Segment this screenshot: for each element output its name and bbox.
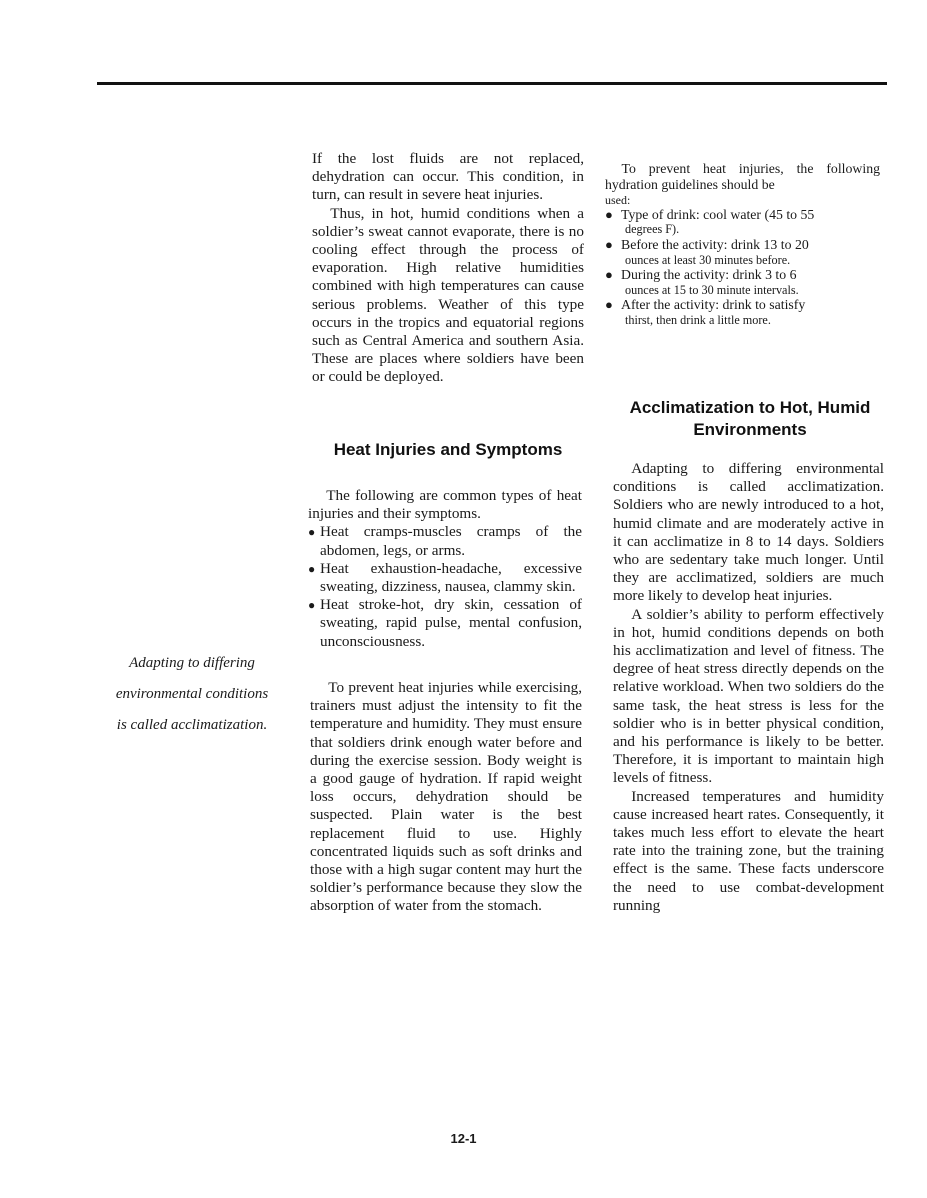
margin-note-line: environmental conditions bbox=[115, 686, 269, 702]
page-number: 12-1 bbox=[450, 1131, 477, 1146]
list-item-main: During the activity: drink 3 to 6 bbox=[621, 267, 797, 283]
symptoms-block bbox=[308, 487, 582, 651]
list-item-continuation: ounces at 15 to 30 minute intervals. bbox=[625, 282, 799, 297]
section-heading bbox=[605, 397, 895, 441]
symptoms-list bbox=[308, 523, 582, 650]
list-item-main: Before the activity: drink 13 to 20 bbox=[621, 236, 809, 252]
paragraph: If the lost fluids are not replaced, dehydration can occur. This condition, in turn, can result in severe heat injuries. bbox=[312, 150, 584, 204]
paragraph: Adapting to differing environmental conditions is called acclimatization. Soldiers who are newly introduced to a hot, humid climate and are moderately active in it can acclimatize in 8 to 14 days. Soldiers who are sedentary take much longer. Until they are acclimatized, soldiers are much more likely to develop heat injuries. bbox=[613, 460, 884, 605]
hydration-list bbox=[605, 207, 880, 328]
paragraph: A soldier’s ability to perform effectively in hot, humid conditions depends on both his acclimatization and level of fitness. The degree of heat stress directly depends on the relative workload. When two soldiers do the same task, the heat stress is less for the soldier who is in better physical condition, and his performance is likely to be better. Therefore, it is important to maintain high levels of fitness. bbox=[613, 605, 884, 787]
column-one bbox=[312, 150, 584, 387]
section-heading: Heat Injuries and Symptoms bbox=[333, 440, 563, 459]
list-item bbox=[605, 297, 880, 327]
paragraph-tail: used: bbox=[605, 192, 631, 207]
margin-note-line: is called acclimatization. bbox=[116, 717, 268, 733]
heading-line: Environments bbox=[693, 420, 807, 439]
list-item: ● Heat exhaustion-headache, excessive sweating, dizziness, nausea, clammy skin. bbox=[308, 560, 582, 596]
list-item-main: After the activity: drink to satisfy bbox=[621, 297, 806, 313]
list-item: ● Heat cramps-muscles cramps of the abdomen, legs, or arms. bbox=[308, 523, 582, 559]
paragraph: To prevent heat injuries while exercising, trainers must adjust the intensity to fit the temperature and humidity. They must ensure that soldiers drink enough water before and during the exercise session. Body weight is a good gauge of hydration. If rapid weight loss occurs, dehydration should be suspected. Plain water is the best replacement fluid to use. Highly concentrated liquids such as soft drinks and those with a high sugar content may hurt the soldier’s performance because they slow the absorption of water from the stomach. bbox=[310, 679, 582, 915]
prevention-block bbox=[310, 679, 582, 916]
hydration-block bbox=[605, 161, 880, 328]
list-item-continuation: thirst, then drink a little more. bbox=[625, 313, 771, 328]
paragraph: Increased temperatures and humidity cause increased heart rates. Consequently, it takes much less effort to elevate the heart rate into the training zone, but the training effect is the same. These facts underscore the need to use combat-development running bbox=[613, 787, 884, 914]
list-item bbox=[605, 267, 880, 297]
paragraph: Thus, in hot, humid conditions when a soldier’s sweat cannot evaporate, there is no cooling effect through the process of evaporation. High relative humidities combined with high temperatures can cause serious problems. Weather of this type occurs in the tropics and equatorial regions such as Central America and southern Asia. These are places where soldiers have been or could be deployed. bbox=[312, 204, 584, 386]
paragraph: The following are common types of heat injuries and their symptoms. bbox=[308, 487, 582, 523]
list-item: ● Heat stroke-hot, dry skin, cessation of sweating, rapid pulse, mental confusion, unconsciousness. bbox=[308, 596, 582, 651]
list-item bbox=[605, 207, 880, 237]
list-item-continuation: ounces at least 30 minutes before. bbox=[625, 252, 791, 267]
header-rule bbox=[97, 82, 887, 85]
list-item-main: Type of drink: cool water (45 to 55 bbox=[621, 206, 815, 222]
list-item-continuation: degrees F). bbox=[625, 222, 680, 237]
margin-note bbox=[97, 648, 287, 741]
heading-line: Acclimatization to Hot, Humid bbox=[629, 398, 871, 417]
list-item bbox=[605, 237, 880, 267]
margin-note-line: Adapting to differing bbox=[129, 655, 255, 671]
paragraph: To prevent heat injuries, the following hydration guidelines should be bbox=[605, 161, 880, 192]
acclimatization-block bbox=[613, 460, 884, 915]
